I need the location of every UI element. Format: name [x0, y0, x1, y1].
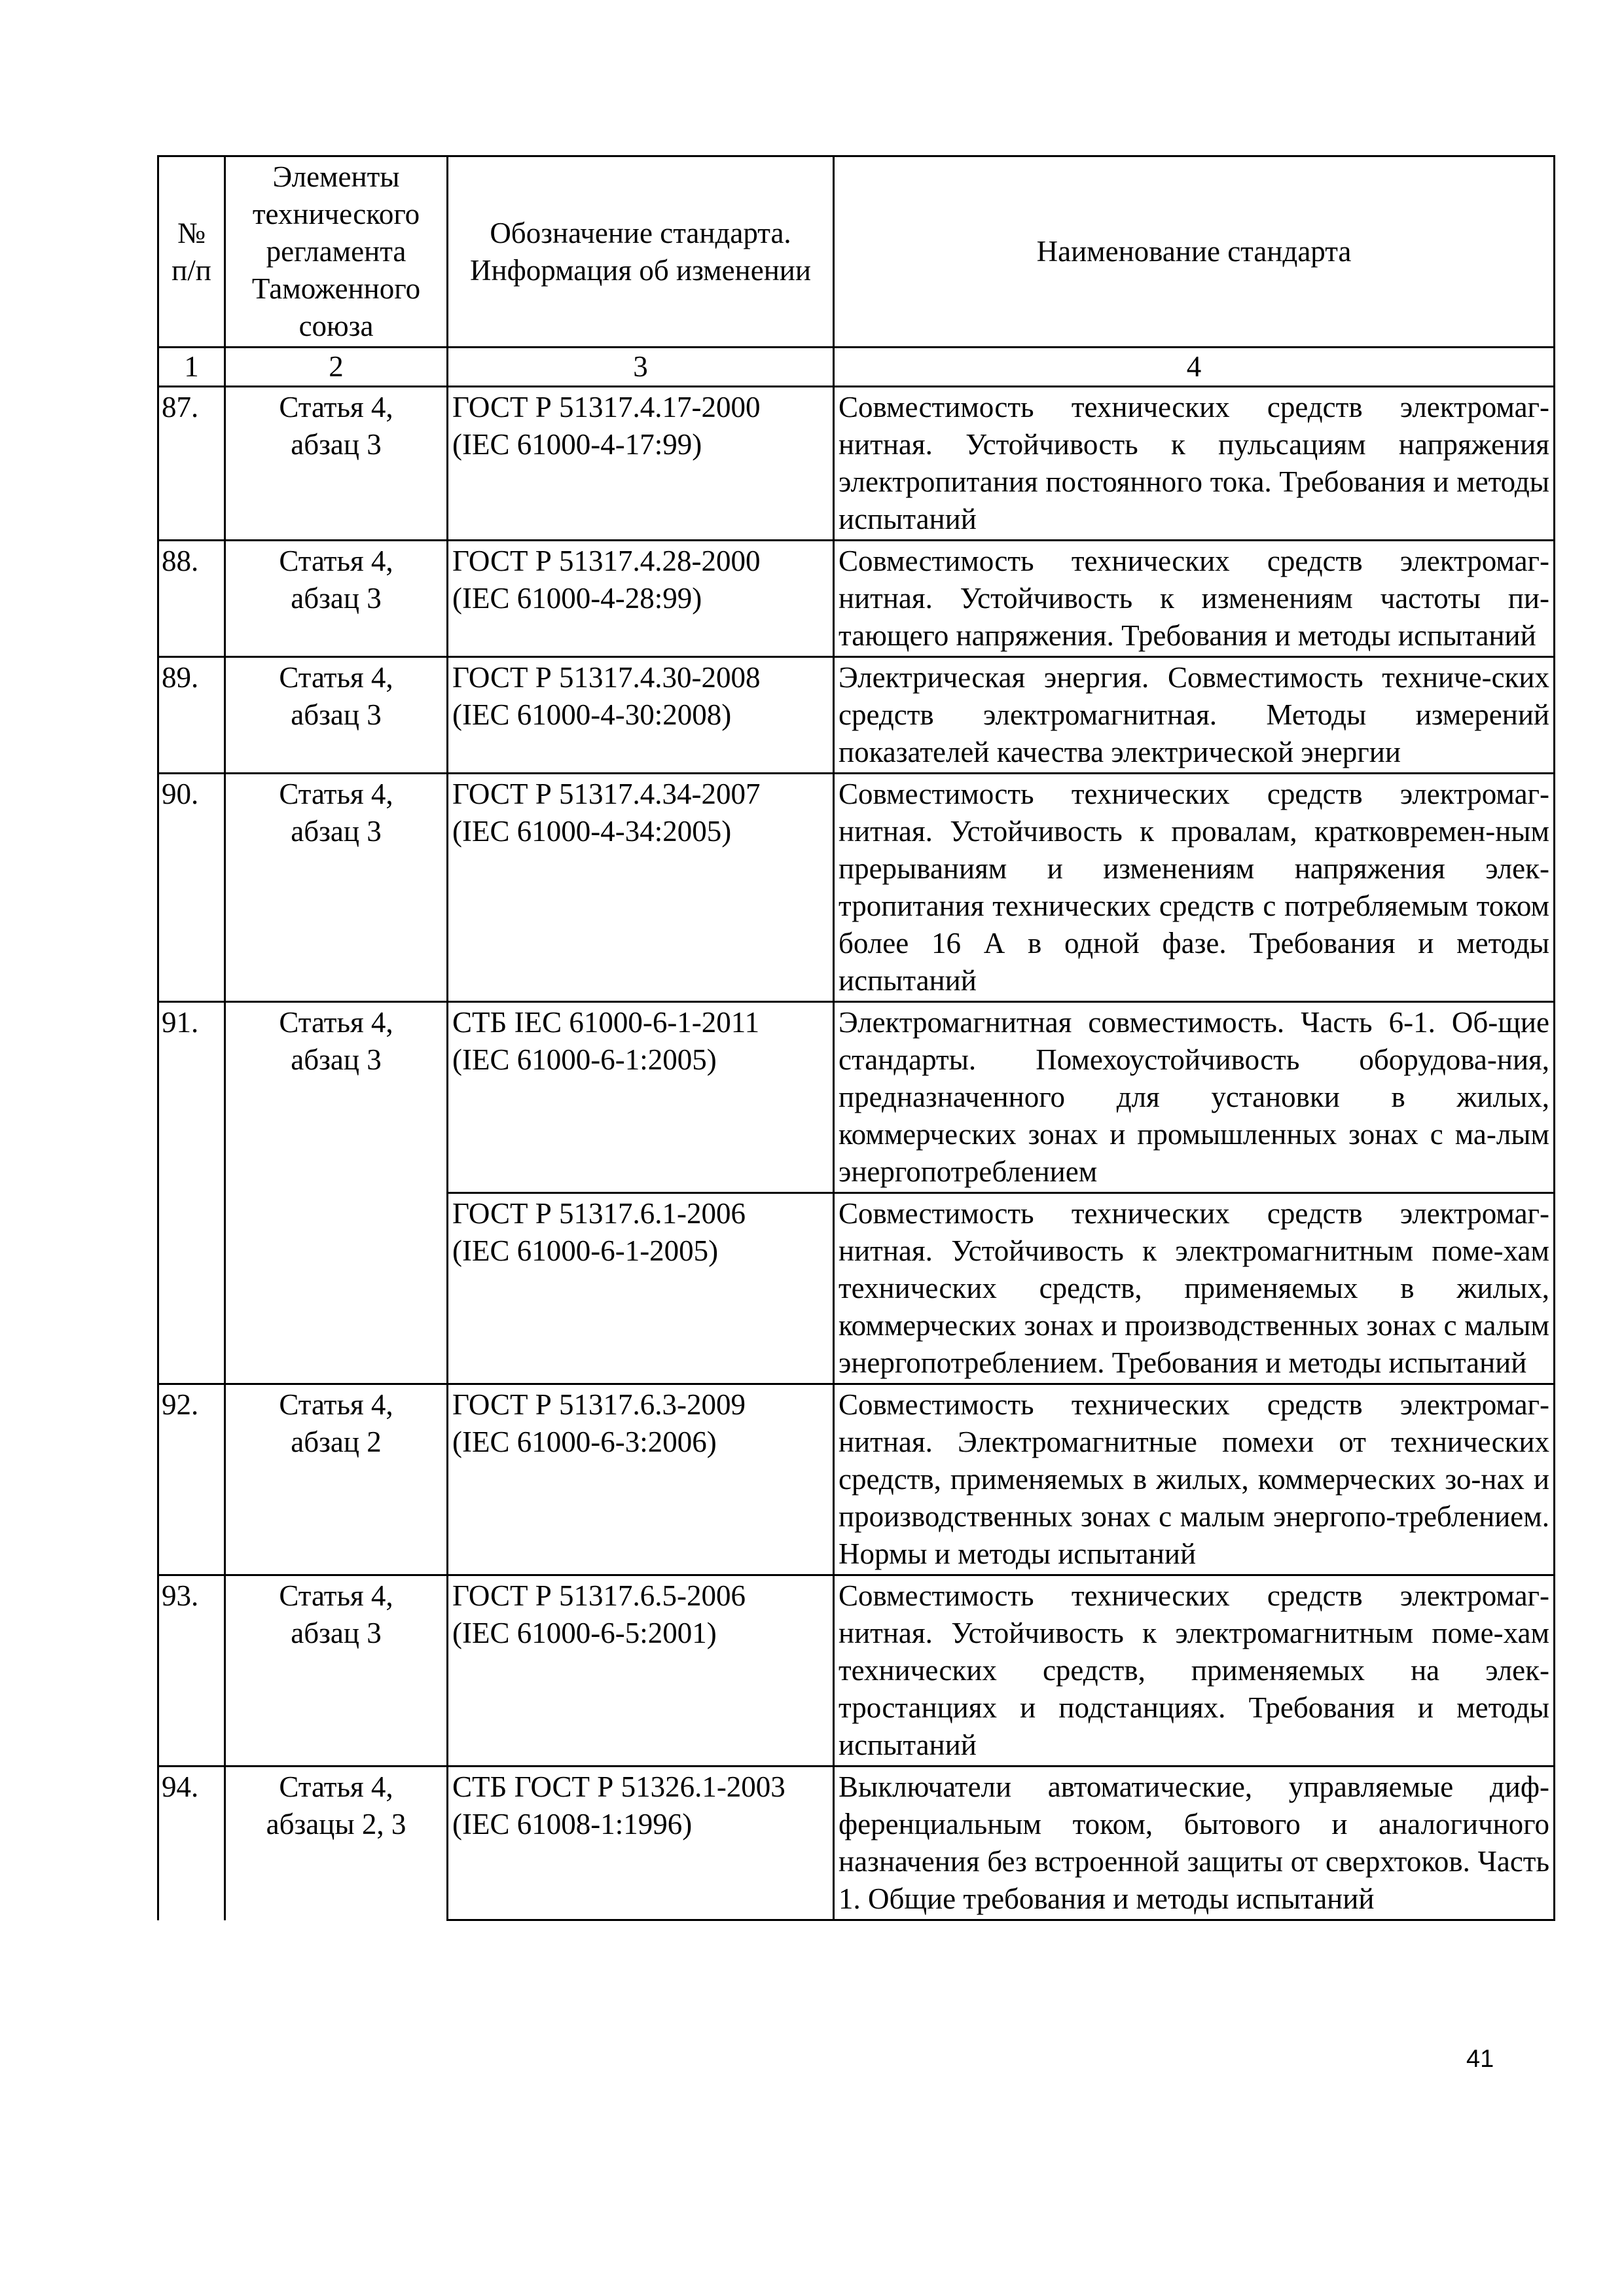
element-line2: абзац 3 [291, 1617, 382, 1649]
header-elements: Элементы технического регламента Таможенного союза [225, 156, 448, 348]
row-standard-code [448, 387, 834, 541]
element-line1: Статья 4, [279, 661, 393, 694]
column-number-2: 2 [225, 348, 448, 387]
table-row [158, 1002, 1555, 1193]
element-line1: Статья 4, [279, 1388, 393, 1421]
element-line1: Статья 4, [279, 1770, 393, 1803]
row-element [225, 1767, 448, 1920]
element-line2: абзац 3 [291, 1043, 382, 1076]
row-standard-name: Совместимость технических средств электромаг-нитная. Устойчивость к электромагнитным поме-хам технических средств, применяемых на элек-тростанциях и подстанциях. Требования и методы испытаний [834, 1575, 1555, 1767]
table-row [158, 774, 1555, 1002]
row-number: 91. [158, 1002, 225, 1384]
row-number: 87. [158, 387, 225, 541]
code-line1: ГОСТ Р 51317.4.30-2008 [452, 661, 761, 694]
column-number-1: 1 [158, 348, 225, 387]
standards-table [157, 155, 1555, 1921]
code-line1: СТБ IEC 61000-6-1-2011 [452, 1006, 760, 1039]
table-row [158, 387, 1555, 541]
row-standard-name: Электромагнитная совместимость. Часть 6-1. Об-щие стандарты. Помехоустойчивость оборудова-ния, предназначенного для установки в жилых, коммерческих зонах и промышленных зонах с ма-лым энергопотреблением [834, 1002, 1555, 1193]
row-number: 88. [158, 541, 225, 657]
row-element [225, 1575, 448, 1767]
element-line2: абзац 2 [291, 1426, 382, 1458]
row-number: 92. [158, 1384, 225, 1575]
row-element [225, 387, 448, 541]
row-standard-code [448, 1384, 834, 1575]
code-line1: ГОСТ Р 51317.4.28-2000 [452, 545, 761, 577]
row-element [225, 774, 448, 1002]
table-row [158, 1767, 1555, 1920]
row-number: 93. [158, 1575, 225, 1767]
code-line1: ГОСТ Р 51317.4.34-2007 [452, 778, 761, 810]
table-body [158, 387, 1555, 1920]
row-element [225, 541, 448, 657]
code-line2: (IEC 61000-6-1:2005) [452, 1043, 717, 1076]
table-row [158, 541, 1555, 657]
code-line2: (IEC 61000-6-1-2005) [452, 1234, 719, 1267]
row-standard-code [448, 774, 834, 1002]
header-row [158, 156, 1555, 348]
row-standard-code [448, 1002, 834, 1193]
column-number-3: 3 [448, 348, 834, 387]
header-standard-name: Наименование стандарта [834, 156, 1555, 348]
table-row [158, 1384, 1555, 1575]
row-standard-name: Совместимость технических средств электромаг-нитная. Устойчивость к электромагнитным поме-хам технических средств, применяемых в жилых, коммерческих зонах и производственных зонах с малым энергопотреблением. Требования и методы испытаний [834, 1193, 1555, 1384]
code-line1: ГОСТ Р 51317.4.17-2000 [452, 391, 761, 423]
column-number-4: 4 [834, 348, 1555, 387]
header-designation-line1: Обозначение стандарта. [490, 216, 791, 249]
element-line2: абзац 3 [291, 698, 382, 731]
element-line1: Статья 4, [279, 778, 393, 810]
header-designation-line2: Информация об изменении [470, 253, 811, 287]
header-number: № п/п [158, 156, 225, 348]
column-number-row [158, 348, 1555, 387]
page-number: 41 [1466, 2045, 1494, 2073]
code-line1: ГОСТ Р 51317.6.5-2006 [452, 1579, 746, 1612]
row-element [225, 657, 448, 774]
row-standard-code [448, 657, 834, 774]
element-line2: абзац 3 [291, 428, 382, 461]
code-line1: СТБ ГОСТ Р 51326.1-2003 [452, 1770, 785, 1803]
row-number: 89. [158, 657, 225, 774]
code-line1: ГОСТ Р 51317.6.3-2009 [452, 1388, 746, 1421]
row-standard-name: Электрическая энергия. Совместимость техниче-ских средств электромагнитная. Методы измерений показателей качества электрической энергии [834, 657, 1555, 774]
header-standard-designation [448, 156, 834, 348]
code-line2: (IEC 61000-6-5:2001) [452, 1617, 717, 1649]
element-line1: Статья 4, [279, 1579, 393, 1612]
row-number: 94. [158, 1767, 225, 1920]
table-row [158, 657, 1555, 774]
row-standard-name: Совместимость технических средств электромаг-нитная. Устойчивость к провалам, кратковремен-ным прерываниям и изменениям напряжения элек-тропитания технических средств с потребляемым током более 16 А в одной фазе. Требования и методы испытаний [834, 774, 1555, 1002]
code-line1: ГОСТ Р 51317.6.1-2006 [452, 1197, 746, 1230]
element-line2: абзацы 2, 3 [266, 1808, 406, 1840]
code-line2: (IEC 61000-4-28:99) [452, 582, 702, 615]
code-line2: (IEC 61000-4-30:2008) [452, 698, 732, 731]
element-line1: Статья 4, [279, 391, 393, 423]
element-line1: Статья 4, [279, 1006, 393, 1039]
row-number: 90. [158, 774, 225, 1002]
element-line2: абзац 3 [291, 582, 382, 615]
row-element [225, 1384, 448, 1575]
row-standard-code [448, 1193, 834, 1384]
row-element [225, 1002, 448, 1384]
row-standard-name: Выключатели автоматические, управляемые диф-ференциальным током, бытового и аналогичного назначения без встроенной защиты от сверхтоков. Часть 1. Общие требования и методы испытаний [834, 1767, 1555, 1920]
element-line2: абзац 3 [291, 815, 382, 848]
element-line1: Статья 4, [279, 545, 393, 577]
table-row [158, 1575, 1555, 1767]
row-standard-name: Совместимость технических средств электромаг-нитная. Устойчивость к пульсациям напряжения электропитания постоянного тока. Требования и методы испытаний [834, 387, 1555, 541]
code-line2: (IEC 61008-1:1996) [452, 1808, 693, 1840]
table-header [158, 156, 1555, 387]
row-standard-code [448, 1575, 834, 1767]
row-standard-name: Совместимость технических средств электромаг-нитная. Электромагнитные помехи от технических средств, применяемых в жилых, коммерческих зо-нах и производственных зонах с малым энергопо-треблением. Нормы и методы испытаний [834, 1384, 1555, 1575]
code-line2: (IEC 61000-6-3:2006) [452, 1426, 717, 1458]
row-standard-code [448, 541, 834, 657]
code-line2: (IEC 61000-4-34:2005) [452, 815, 732, 848]
row-standard-code [448, 1767, 834, 1920]
code-line2: (IEC 61000-4-17:99) [452, 428, 702, 461]
row-standard-name: Совместимость технических средств электромаг-нитная. Устойчивость к изменениям частоты пи-тающего напряжения. Требования и методы испытаний [834, 541, 1555, 657]
